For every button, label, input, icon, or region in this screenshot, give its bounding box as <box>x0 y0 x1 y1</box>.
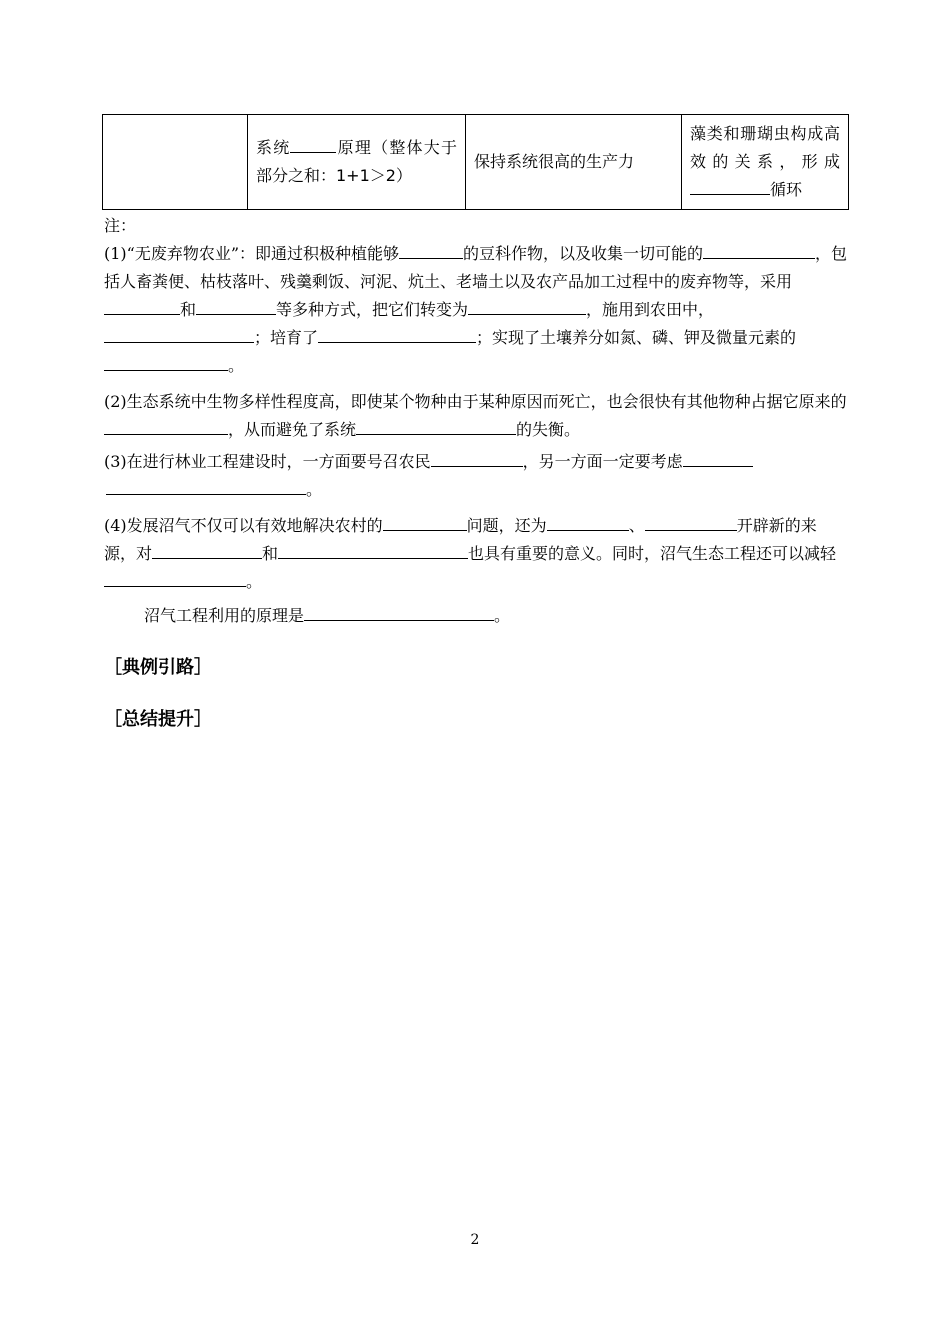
blank[interactable] <box>104 352 228 371</box>
note-5: 沼气工程利用的原理是 。 <box>104 602 848 630</box>
page-number: 2 <box>470 1232 480 1248</box>
notes-label: 注： <box>104 216 137 235</box>
blank[interactable] <box>290 134 336 153</box>
blank[interactable] <box>152 540 262 559</box>
blank[interactable] <box>547 512 629 531</box>
blank[interactable] <box>399 240 463 259</box>
principle-table <box>102 114 849 210</box>
note-1: (1)“无废弃物农业”：即通过积极种植能够 的豆科作物，以及收集一切可能的 ，包括人畜粪便、枯枝落叶、残羹剩饭、河泥、炕土、老墙土以及农产品加工过程中的废弃物等，采用和 等多种方式，把它们转变为 ，施用到农田中，；培育了 ；实现了土壤养分如氮、磷、钾及微量元素的。 <box>104 240 848 380</box>
blank[interactable] <box>304 602 494 621</box>
blank[interactable] <box>683 448 753 467</box>
blank[interactable] <box>383 512 467 531</box>
blank[interactable] <box>431 448 523 467</box>
blank[interactable] <box>356 416 516 435</box>
blank[interactable] <box>104 296 180 315</box>
blank[interactable] <box>318 324 476 343</box>
blank[interactable] <box>468 296 586 315</box>
blank[interactable] <box>104 568 246 587</box>
section-heading-summary: ［总结提升］ <box>104 709 212 730</box>
blank[interactable] <box>196 296 276 315</box>
note-4: (4)发展沼气不仅可以有效地解决农村的 问题，还为 、 开辟新的来源，对 和 也具有重要的意义。同时，沼气生态工程还可以减轻。 <box>104 512 848 596</box>
section-heading-example: ［典例引路］ <box>104 657 212 678</box>
blank[interactable] <box>703 240 815 259</box>
blank[interactable] <box>104 324 254 343</box>
blank[interactable] <box>690 176 770 195</box>
blank[interactable] <box>278 540 468 559</box>
blank[interactable] <box>104 416 228 435</box>
table-cell-empty <box>103 115 248 210</box>
table-cell-effect: 保持系统很高的生产力 <box>466 115 682 210</box>
note-2: (2)生态系统中生物多样性程度高，即使某个物种由于某种原因而死亡，也会很快有其他物种占据它原来的，从而避免了系统 的失衡。 <box>104 392 847 439</box>
table-cell-principle: 系统 原理（整体大于部分之和：1+1＞2） <box>248 115 466 210</box>
table-cell-example: 藻类和珊瑚虫构成高效的关系，形成循环 <box>682 115 849 210</box>
table-row <box>103 115 849 210</box>
notes-section <box>104 212 848 734</box>
blank[interactable] <box>106 476 306 495</box>
blank[interactable] <box>645 512 737 531</box>
note-3: (3)在进行林业工程建设时，一方面要号召农民 ，另一方面一定要考虑。 <box>104 448 848 504</box>
